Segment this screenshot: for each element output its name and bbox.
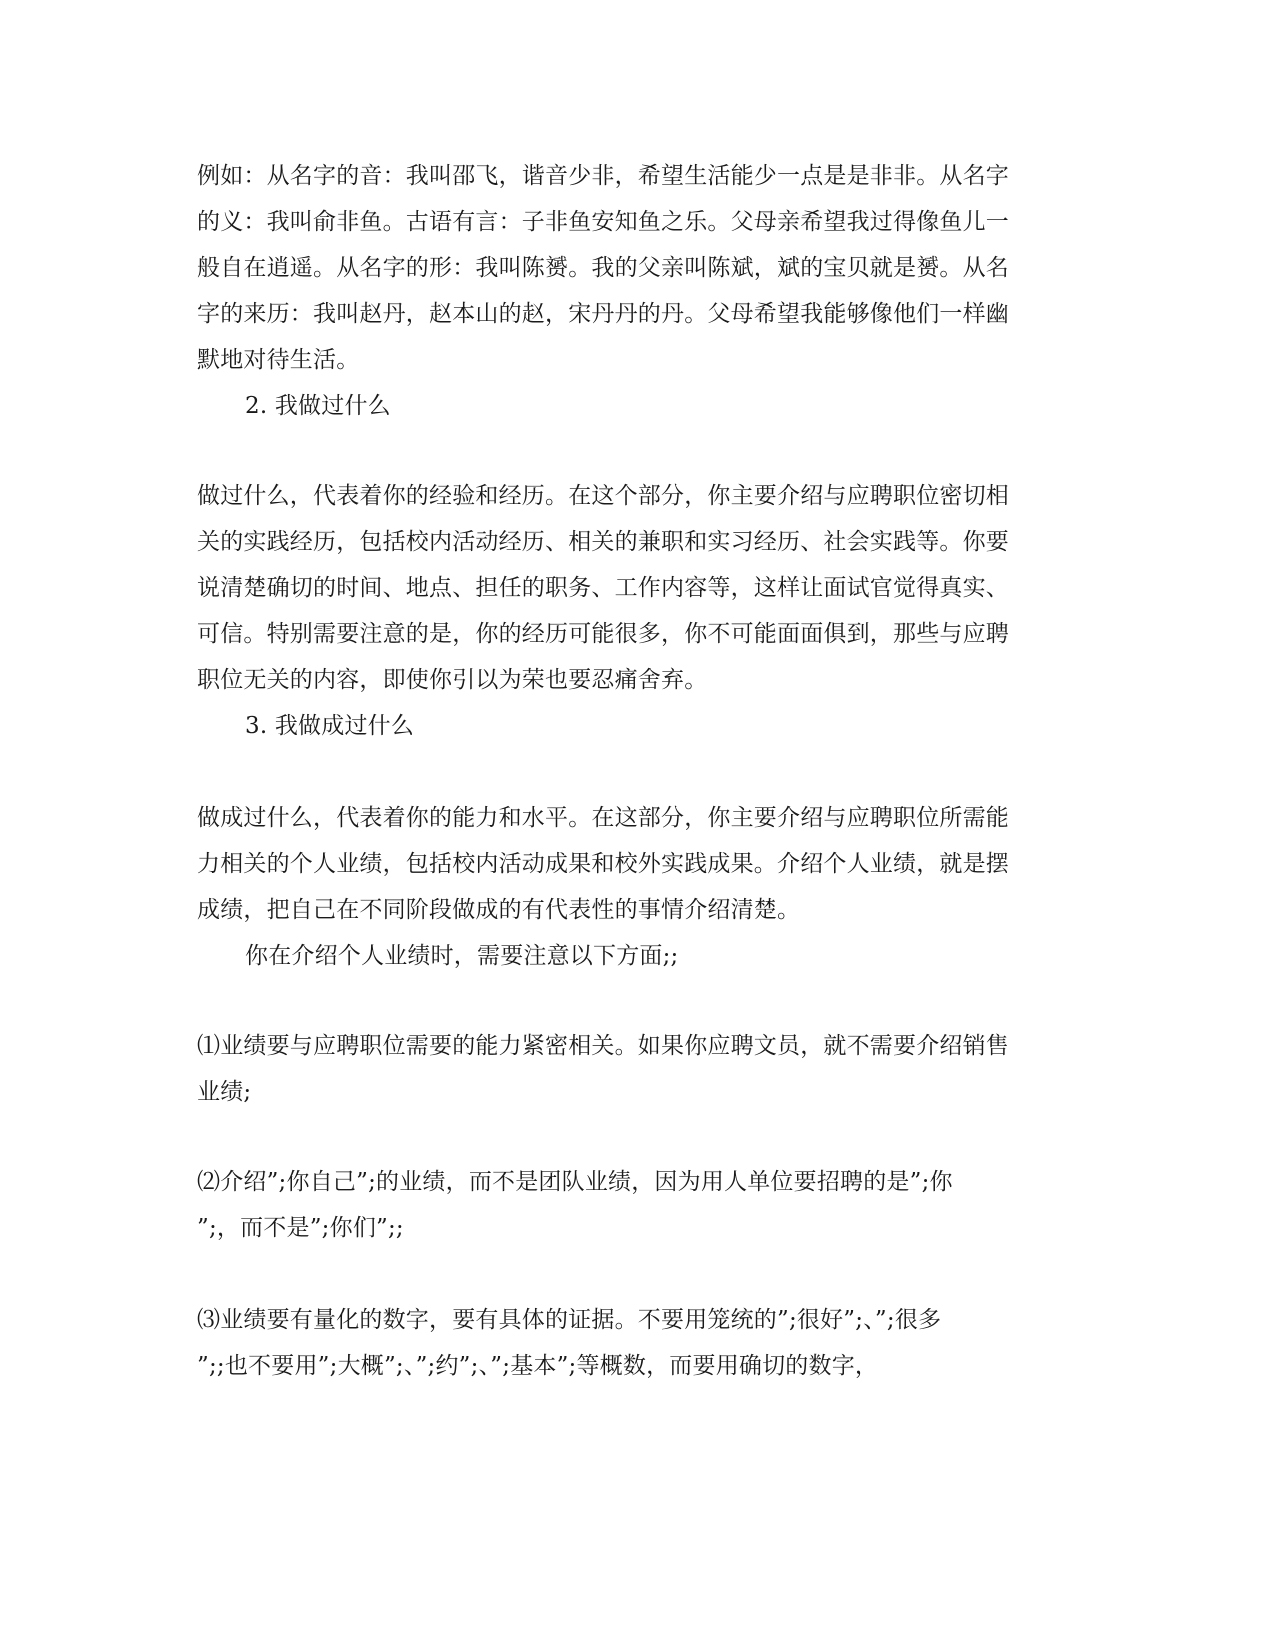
paragraph-line: 默地对待生活。 xyxy=(197,347,360,373)
paragraph-line: 力相关的个人业绩，包括校内活动成果和校外实践成果。介绍个人业绩，就是摆 xyxy=(197,851,1009,877)
list-item-line: 业绩; xyxy=(197,1079,252,1105)
paragraph-line: 字的来历：我叫赵丹，赵本山的赵，宋丹丹的丹。父母希望我能够像他们一样幽 xyxy=(197,301,1009,327)
list-item-line: ”;，而不是”;你们”;; xyxy=(197,1215,404,1241)
paragraph-line: 例如：从名字的音：我叫邵飞，谐音少非，希望生活能少一点是是非非。从名字 xyxy=(197,163,1009,189)
paragraph-line: 你在介绍个人业绩时，需要注意以下方面;; xyxy=(245,943,679,969)
list-item-line: ⑵介绍”;你自己”;的业绩，而不是团队业绩，因为用人单位要招聘的是”;你 xyxy=(197,1169,953,1195)
paragraph-line: 职位无关的内容，即使你引以为荣也要忍痛舍弃。 xyxy=(197,667,708,693)
paragraph-line: 关的实践经历，包括校内活动经历、相关的兼职和实习经历、社会实践等。你要 xyxy=(197,529,1009,555)
paragraph-line: 可信。特别需要注意的是，你的经历可能很多，你不可能面面俱到，那些与应聘 xyxy=(197,621,1009,647)
list-item-line: ⑶业绩要有量化的数字，要有具体的证据。不要用笼统的”;很好”;、”;很多 xyxy=(197,1307,942,1333)
section-heading: 3. 我做成过什么 xyxy=(245,713,415,739)
section-heading: 2. 我做过什么 xyxy=(245,393,391,419)
list-item-line: ”;;也不要用”;大概”;、”;约”;、”;基本”;等概数，而要用确切的数字， xyxy=(197,1353,879,1379)
paragraph-line: 的义：我叫俞非鱼。古语有言：子非鱼安知鱼之乐。父母亲希望我过得像鱼儿一 xyxy=(197,209,1009,235)
paragraph-line: 做过什么，代表着你的经验和经历。在这个部分，你主要介绍与应聘职位密切相 xyxy=(197,483,1009,509)
list-item-line: ⑴业绩要与应聘职位需要的能力紧密相关。如果你应聘文员，就不需要介绍销售 xyxy=(197,1033,1009,1059)
paragraph-line: 说清楚确切的时间、地点、担任的职务、工作内容等，这样让面试官觉得真实、 xyxy=(197,575,1009,601)
paragraph-line: 做成过什么，代表着你的能力和水平。在这部分，你主要介绍与应聘职位所需能 xyxy=(197,805,1009,831)
paragraph-line: 般自在逍遥。从名字的形：我叫陈赟。我的父亲叫陈斌，斌的宝贝就是赟。从名 xyxy=(197,255,1009,281)
paragraph-line: 成绩，把自己在不同阶段做成的有代表性的事情介绍清楚。 xyxy=(197,897,801,923)
